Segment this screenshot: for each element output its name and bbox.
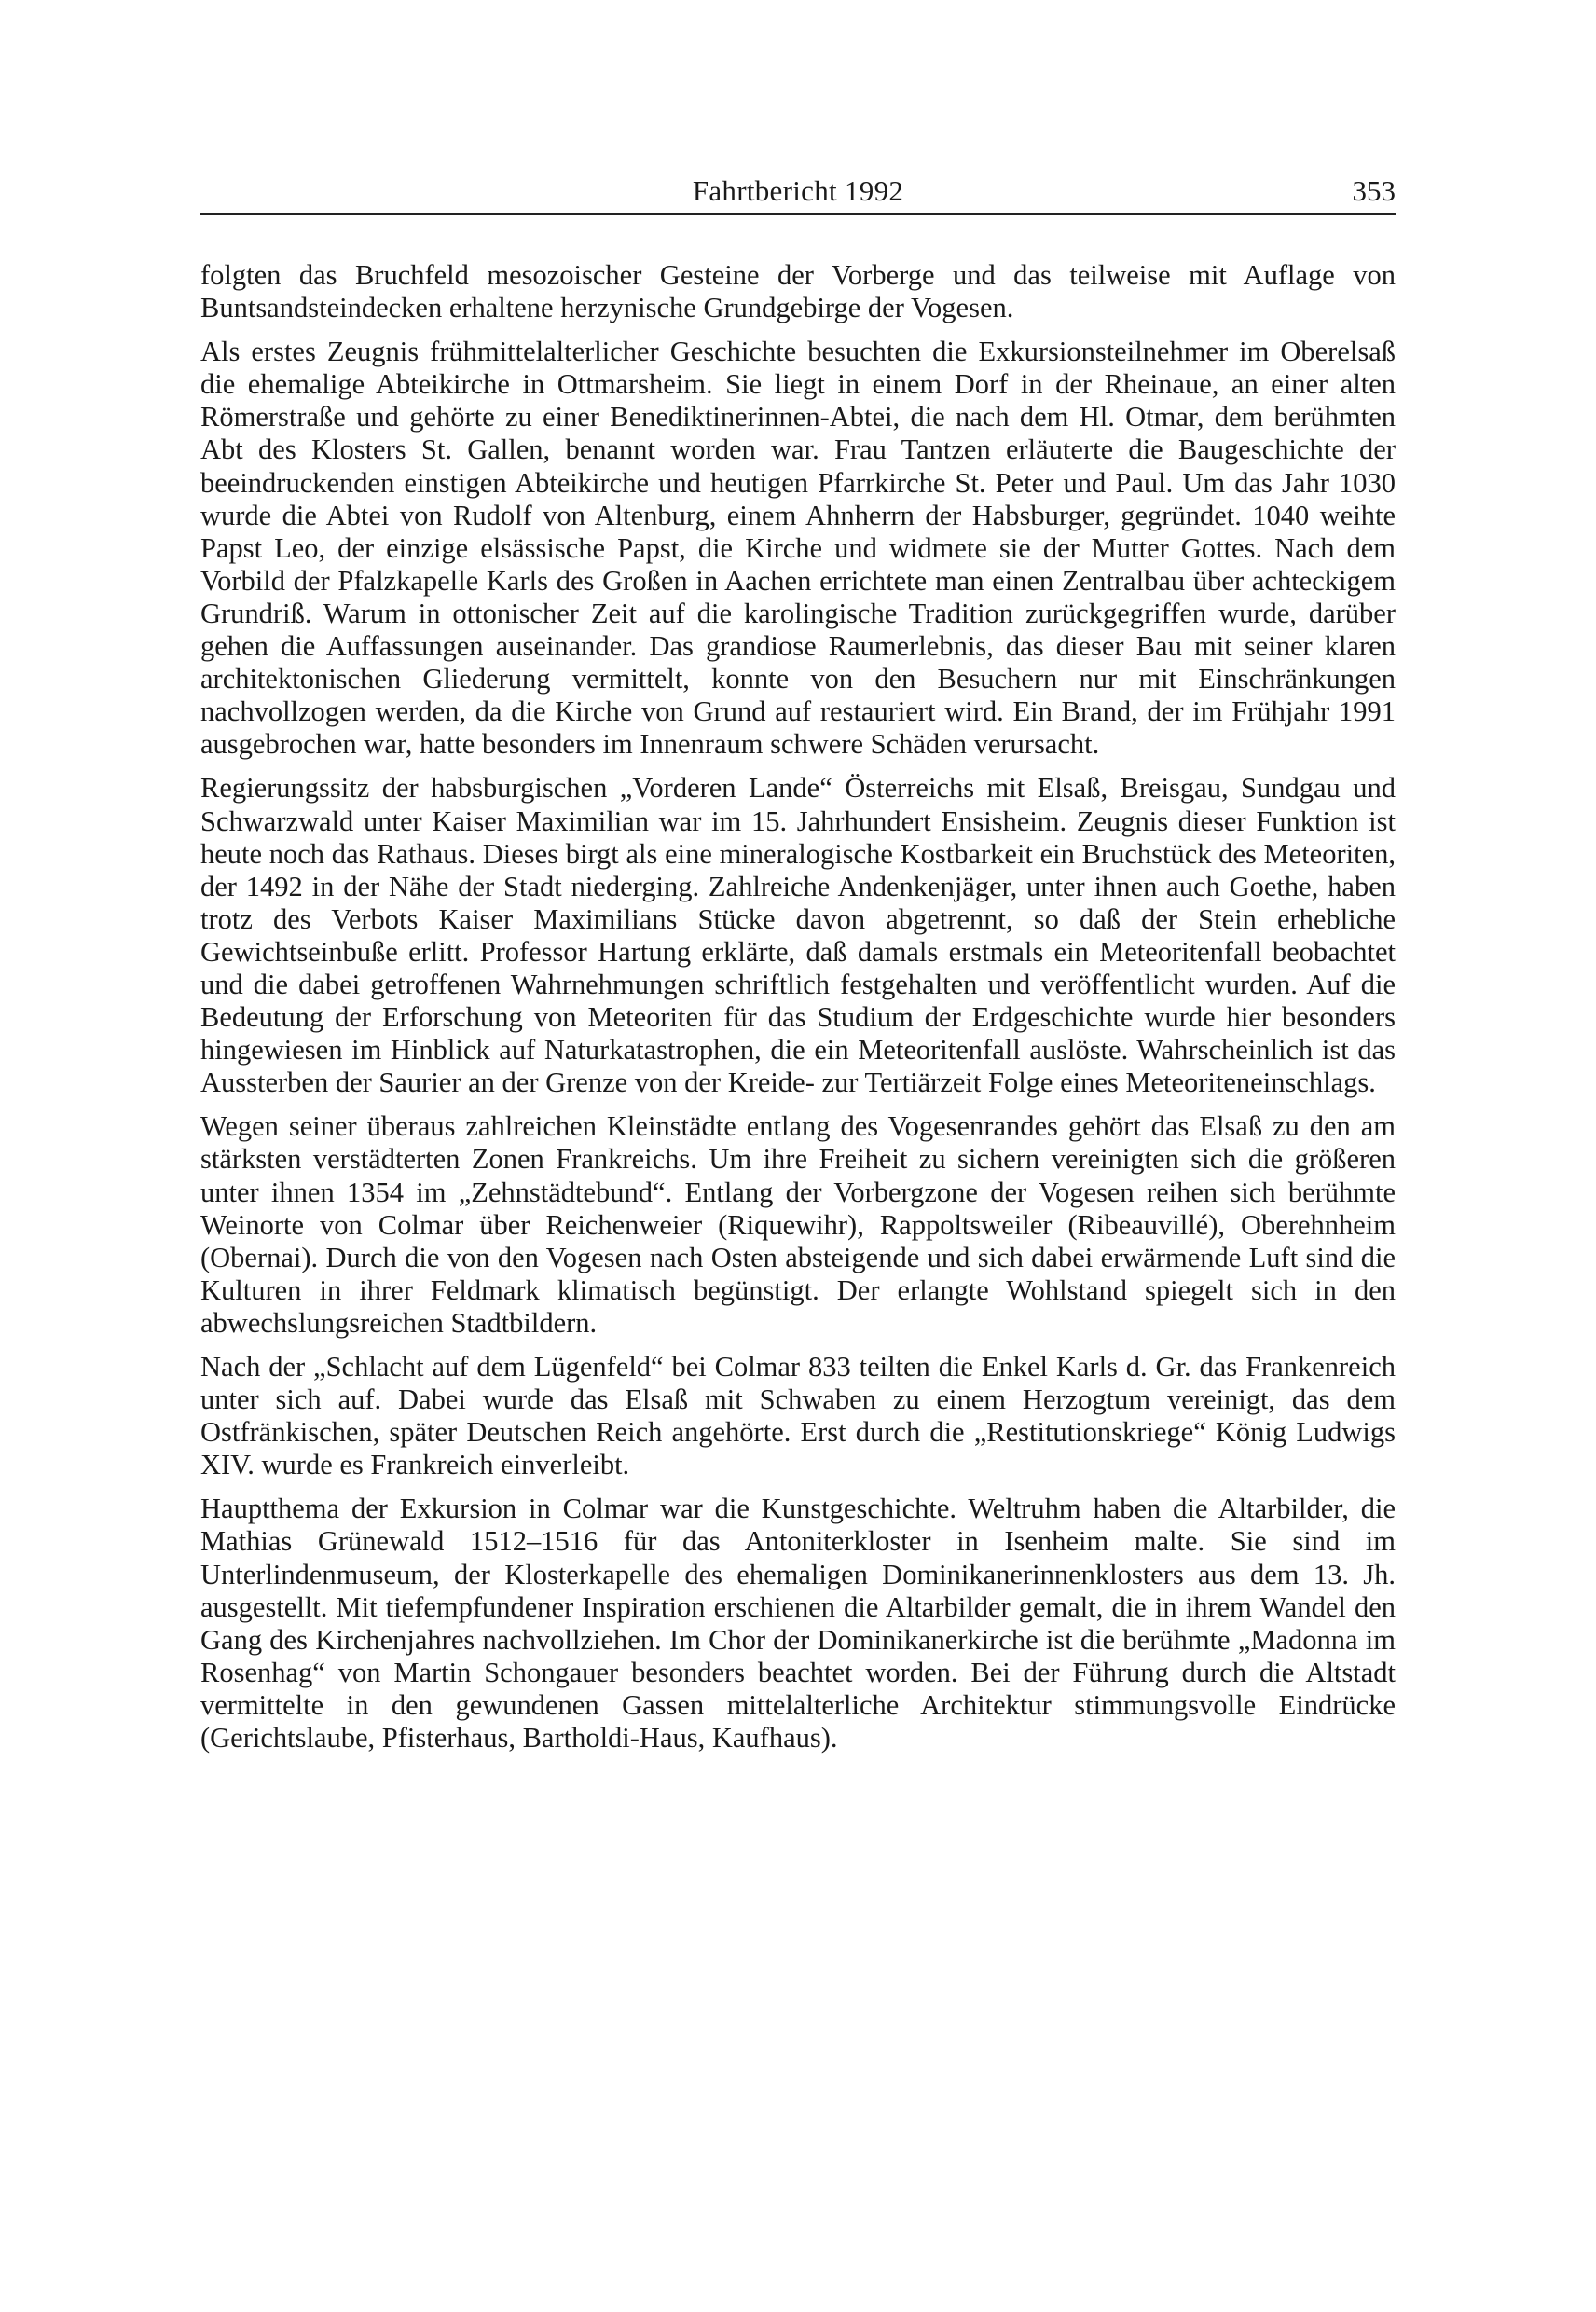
running-header-title: Fahrtbericht 1992: [692, 174, 904, 207]
paragraph-colmar: Hauptthema der Exkursion in Colmar war die Kunstgeschichte. Weltruhm haben die Altarbilder, die Mathias Grünewald 1512–1516 für das Antoniterkloster in Isenheim malte. Sie sind im Unterlindenmuseum, der Klosterkapelle des ehemaligen Dominikanerinnenklosters aus dem 13. Jh. ausgestellt. Mit tiefempfundener Inspiration erschienen die Altarbilder gemalt, die in ihrem Wandel den Gang des Kirchenjahres nachvollziehen. Im Chor der Dominikanerkirche ist die berühmte „Madonna im Rosenhag“ von Martin Schongauer besonders beachtet worden. Bei der Führung durch die Altstadt vermittelte in den gewundenen Gassen mittelalterliche Architektur stimmungsvolle Eindrücke (Gerichtslaube, Pfisterhaus, Bartholdi-Haus, Kaufhaus).: [200, 1493, 1396, 1755]
paragraph-kleinstaedte: Wegen seiner überaus zahlreichen Kleinstädte entlang des Vogesenrandes gehört das Elsaß zu den am stärksten verstädterten Zonen Frankreichs. Um ihre Freiheit zu sichern vereinigten sich die größeren unter ihnen 1354 im „Zehnstädtebund“. Entlang der Vorbergzone der Vogesen reihen sich berühmte Weinorte von Colmar über Reichenweier (Riquewihr), Rappoltsweiler (Ribeauvillé), Oberehnheim (Obernai). Durch die von den Vogesen nach Osten absteigende und sich dabei erwärmende Luft sind die Kulturen in ihrer Feldmark klimatisch begünstigt. Der erlangte Wohlstand spiegelt sich in den abwechslungsreichen Stadtbildern.: [200, 1110, 1396, 1339]
paragraph-ottmarsheim: Als erstes Zeugnis frühmittelalterlicher Geschichte besuchten die Exkursionsteilnehmer im Oberelsaß die ehemalige Abteikirche in Ottmarsheim. Sie liegt in einem Dorf in der Rheinaue, an einer alten Römerstraße und gehörte zu einer Benediktinerinnen-Abtei, die nach dem Hl. Otmar, dem berühmten Abt des Klosters St. Gallen, benannt worden war. Frau Tantzen erläuterte die Baugeschichte der beeindruckenden einstigen Abteikirche und heutigen Pfarrkirche St. Peter und Paul. Um das Jahr 1030 wurde die Abtei von Rudolf von Altenburg, einem Ahnherrn der Habsburger, gegründet. 1040 weihte Papst Leo, der einzige elsässische Papst, die Kirche und widmete sie der Mutter Gottes. Nach dem Vorbild der Pfalzkapelle Karls des Großen in Aachen errichtete man einen Zentralbau über achteckigem Grundriß. Warum in ottonischer Zeit auf die karolingische Tradition zurückgegriffen wurde, darüber gehen die Auffassungen auseinander. Das grandiose Raumerlebnis, das dieser Bau mit seiner klaren architektonischen Gliederung vermittelt, konnte von den Besuchern nur mit Einschränkungen nachvollzogen werden, da die Kirche von Grund auf restauriert wird. Ein Brand, der im Frühjahr 1991 ausgebrochen war, hatte besonders im Innenraum schwere Schäden verursacht.: [200, 336, 1396, 761]
paragraph-bruchfeld-continuation: folgten das Bruchfeld mesozoischer Gesteine der Vorberge und das teilweise mit Auflage von Buntsandsteindecken erhaltene herzynische Grundgebirge der Vogesen.: [200, 259, 1396, 324]
running-header: [200, 172, 1396, 215]
body-text: [200, 259, 1396, 1766]
paragraph-luegenfeld: Nach der „Schlacht auf dem Lügenfeld“ bei Colmar 833 teilten die Enkel Karls d. Gr. das Frankenreich unter sich auf. Dabei wurde das Elsaß mit Schwaben zu einem Herzogtum vereinigt, das dem Ostfränkischen, später Deutschen Reich angehörte. Erst durch die „Restitutionskriege“ König Ludwigs XIV. wurde es Frankreich einverleibt.: [200, 1351, 1396, 1481]
page-number: 353: [1352, 174, 1396, 207]
paragraph-ensisheim: Regierungssitz der habsburgischen „Vorderen Lande“ Österreichs mit Elsaß, Breisgau, Sundgau und Schwarzwald unter Kaiser Maximilian war im 15. Jahrhundert Ensisheim. Zeugnis dieser Funktion ist heute noch das Rathaus. Dieses birgt als eine mineralogische Kostbarkeit ein Bruchstück des Meteoriten, der 1492 in der Nähe der Stadt niederging. Zahlreiche Andenkenjäger, unter ihnen auch Goethe, haben trotz des Verbots Kaiser Maximilians Stücke davon abgetrennt, so daß der Stein erhebliche Gewichtseinbuße erlitt. Professor Hartung erklärte, daß damals erstmals ein Meteoritenfall beobachtet und die dabei getroffenen Wahrnehmungen schriftlich festgehalten und veröffentlicht wurden. Auf die Bedeutung der Erforschung von Meteoriten für das Studium der Erdgeschichte wurde hier besonders hingewiesen im Hinblick auf Naturkatastrophen, die ein Meteoritenfall auslöste. Wahrscheinlich ist das Aussterben der Saurier an der Grenze von der Kreide- zur Tertiärzeit Folge eines Meteoriteneinschlags.: [200, 772, 1396, 1099]
document-page: [200, 0, 1396, 2312]
